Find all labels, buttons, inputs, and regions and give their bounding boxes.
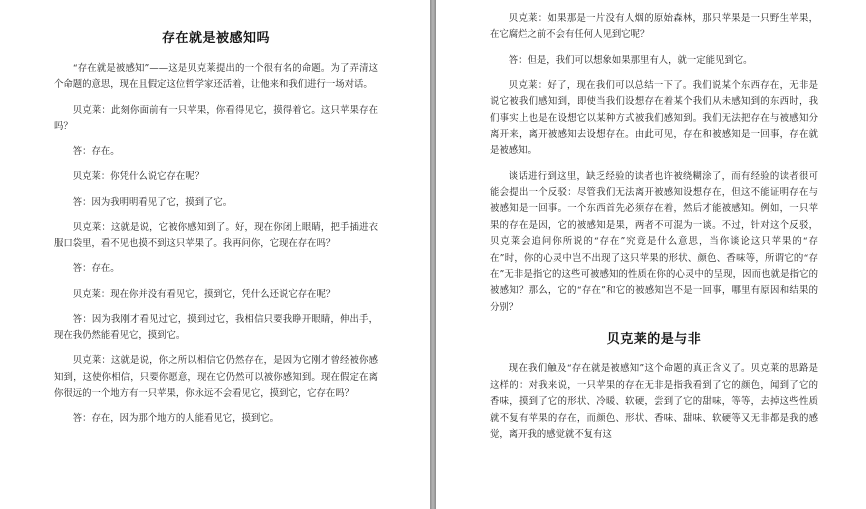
paragraph: 贝克莱：此刻你面前有一只苹果，你看得见它，摸得着它。这只苹果存在吗？	[54, 104, 378, 133]
paragraph: 贝克莱：如果那是一片没有人烟的原始森林，那只苹果是一只野生苹果，在它腐烂之前不会有任何人见到它呢？	[490, 13, 818, 41]
left-page	[0, 0, 430, 509]
section-title: 贝克莱的是与非	[606, 332, 702, 348]
paragraph: 贝克莱：这就是说，你之所以相信它仍然存在，是因为它刚才曾经被你感知到，这使你相信，只要你愿意，现在它仍然可以被你感知到。现在假定在离你很远的一个地方有一只苹果，你永远不会看见它，摸到它，它存在吗？	[54, 355, 378, 400]
paragraph: 贝克莱：这就是说，它被你感知到了。好，现在你闭上眼睛，把手插进衣服口袋里，看不见也摸不到这只苹果了。我再问你，它现在存在吗？	[54, 221, 378, 250]
paragraph: 贝克莱：现在你并没有看见它，摸到它，凭什么还说它存在呢？	[72, 288, 336, 300]
chapter-title: 存在就是被感知吗	[161, 31, 270, 46]
paragraph: 答：存在。	[72, 263, 120, 275]
paragraph: 答：但是，我们可以想象如果那里有人，就一定能见到它。	[508, 54, 753, 66]
paragraph: 答：存在。	[72, 146, 120, 158]
paragraph: 贝克莱：好了，现在我们可以总结一下了。我们说某个东西存在，无非是说它被我们感知到，即使当我们设想存在着某个我们从未感知到的东西时，我们事实上也是在设想它以某种方式被我们感知到。我们无法把存在与被感知分离开来，离开被感知去设想存在。由此可见，存在和被感知是一回事，存在就是被感知。	[490, 79, 818, 157]
paragraph: 答：因为我明明看见了它，摸到了它。	[72, 196, 233, 208]
paragraph: 答：因为我刚才看见过它，摸到过它，我相信只要我睁开眼睛，伸出手，现在我仍然能看见它，摸到它。	[54, 313, 378, 342]
left-page-content	[54, 0, 378, 437]
paragraph: 现在我们触及“存在就是被感知”这个命题的真正含义了。贝克莱的思路是这样的：对我来说，一只苹果的存在无非是指我看到了它的颜色，闻到了它的香味，摸到了它的形状、冷暖、软硬，尝到了它的甜味，等等，去掉这些性质就不复有苹果的存在，而颜色、形状、香味、甜味、软硬等又无非都是我的感觉，离开我的感觉就不复有这	[490, 363, 818, 440]
paragraph: 贝克莱：你凭什么说它存在呢？	[72, 171, 205, 183]
paragraph: 谈话进行到这里，缺乏经验的读者也许被绕糊涂了，而有经验的读者很可能会提出一个反驳：尽管我们无法离开被感知设想存在，但这不能证明存在与被感知是一回事。一个东西首先必须存在着，然后才能被感知。例如，一只苹果的存在是因，它的被感知是果，两者不可混为一谈。不过，针对这个反驳，贝克莱会追问你所说的“存在”究竟是什么意思，当你谈论这只苹果的“存在”时，你的心灵中岂不出现了这只苹果的形状、颜色、香味等，所谓它的“存在”无非是指它的这些可被感知的性质在你的心灵中的呈现，因而也就是指它的被感知？那么，它的“存在”和它的被感知岂不是一回事，哪里有原因和结果的分别？	[490, 170, 818, 313]
right-page-content	[490, 0, 818, 452]
right-page	[436, 0, 866, 509]
paragraph: “存在就是被感知”——这是贝克莱提出的一个很有名的命题。为了弄清这个命题的意思，现在且假定这位哲学家还活着，让他来和我们进行一场对话。	[54, 63, 378, 91]
paragraph: 答：存在，因为那个地方的人能看见它，摸到它。	[72, 413, 280, 425]
